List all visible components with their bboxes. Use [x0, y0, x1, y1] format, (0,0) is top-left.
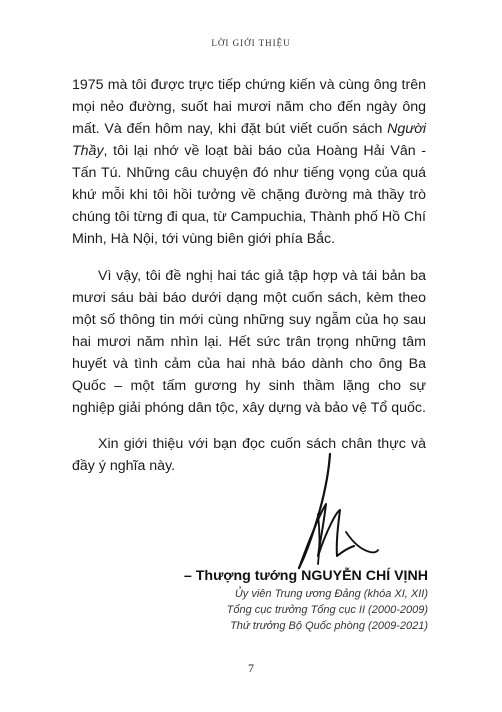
book-title: Người Thầy	[72, 121, 426, 159]
paragraph-2: Vì vậy, tôi đề nghị hai tác giả tập hợp và tái bản ba mươi sáu bài báo dưới dạng một cuốn sách, kèm theo một số thông tin mới cùng những suy ngẫm của họ sau hai mươi năm nhìn lại. Hết sức trân trọng những tâm huyết và tình cảm của hai nhà báo dành cho ông Ba Quốc – một tấm gương hy sinh thầm lặng cho sự nghiệp giải phóng dân tộc, xây dựng và bảo vệ Tổ quốc.	[72, 268, 426, 416]
signer-name: – Thượng tướng NGUYỄN CHÍ VỊNH	[183, 568, 428, 584]
signer-title-3: Thứ trưởng Bộ Quốc phòng (2009-2021)	[230, 620, 428, 632]
signer-title-2: Tổng cục trưởng Tổng cục II (2000-2009)	[226, 604, 428, 616]
paragraph-1	[72, 74, 426, 250]
paragraph-3: Xin giới thiệu với bạn đọc cuốn sách chân thực và đầy ý nghĩa này.	[72, 436, 426, 474]
body-text	[72, 74, 426, 491]
paragraph-1-text-after: , tôi lại nhớ về loạt bài báo của Hoàng Hải Vân - Tấn Tú. Những câu chuyện đó như tiếng vọng của quá khứ mỗi khi tôi hồi tưởng về chặng đường mà thầy trò chúng tôi từng đi qua, từ Campuchia, Thành phố Hồ Chí Minh, Hà Nội, tới vùng biên giới phía Bắc.	[72, 143, 426, 247]
signer-title-1: Ủy viên Trung ương Đảng (khóa XI, XII)	[234, 588, 428, 600]
handwritten-signature	[290, 452, 380, 570]
running-header: LỜI GIỚI THIỆU	[211, 38, 291, 48]
signature-block	[184, 566, 428, 634]
page-number: 7	[248, 661, 254, 675]
paragraph-1-text-before: 1975 mà tôi được trực tiếp chứng kiến và cùng ông trên mọi nẻo đường, suốt hai mươi năm cho đến ngày ông mất. Và đến hôm nay, khi đặt bút viết cuốn sách	[72, 77, 426, 137]
